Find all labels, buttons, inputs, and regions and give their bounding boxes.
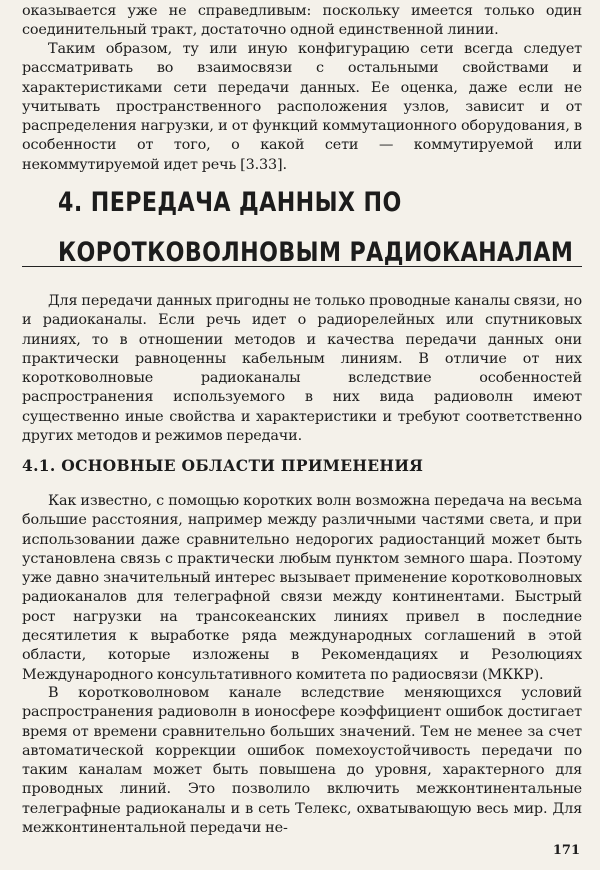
section-number: 4.1. — [22, 456, 56, 475]
chapter-title-line-2: КОРОТКОВОЛНОВЫМ РАДИОКАНАЛАМ — [58, 237, 574, 268]
section-title: ОСНОВНЫЕ ОБЛАСТИ ПРИМЕНЕНИЯ — [61, 456, 424, 475]
section-heading — [22, 456, 582, 476]
section-paragraph-2: В коротковолновом канале вследствие меняющихся условий распространения радиоволн в ионосфере коэффициент ошибок достигает время от времени сравнительно больших значений. Тем не менее за счет автоматической коррекции ошибок помехоустойчивость передачи по таким каналам может быть повышена до уровня, характерного для проводных линий. Это позволило включить межконтинентальные телеграфные радиоканалы и в сеть Телекс, охватывающую весь мир. Для межконтинентальной передачи не- — [22, 685, 582, 837]
page-number: 171 — [552, 843, 580, 858]
chapter-rule — [22, 266, 582, 267]
second-paragraph: Таким образом, ту или иную конфигурацию сети всегда следует рассматривать во взаимосвязи с остальными свойствами и характеристиками сети передачи данных. Ее оценка, даже если не учитывать пространственного расположения узлов, зависит и от распределения нагрузки, и от функций коммутационного оборудования, в особенности от того, о какой сети — коммутируемой или некоммутируемой идет речь [3.33]. — [22, 41, 582, 173]
section-paragraph-1: Как известно, с помощью коротких волн возможна передача на весьма большие расстояния, например между различными частями света, и при использовании даже сравнительно недорогих радиостанций может быть установлена связь с практически любым пунктом земного шара. Поэтому уже давно значительный интерес вызывает применение коротковолновых радиоканалов для телеграфной связи между континентами. Быстрый рост нагрузки на трансокеанских линиях привел в последние десятилетия к выработке ряда международных соглашений в этой области, которые изложены в Рекомендациях и Резолюциях Международного консультативного комитета по радиосвязи (МККР). — [22, 493, 582, 683]
intro-paragraph: Для передачи данных пригодны не только проводные каналы связи, но и радиоканалы. Если речь идет о радиорелейных или спутниковых линиях, то в отношении методов и качества передачи данных они практически равноценны кабельным линиям. В отличие от них коротковолновые радиоканалы вследствие особенностей распространения используемого в них вида радиоволн имеют существенно иные свойства и характеристики и требуют соответственно других методов и режимов передачи. — [22, 293, 582, 445]
top-paragraph: оказывается уже не справедливым: поскольку имеется только один соединительный тракт, достаточно одной единственной линии. — [22, 3, 582, 39]
chapter-title — [58, 178, 574, 278]
chapter-title-line-1: 4. ПЕРЕДАЧА ДАННЫХ ПО — [58, 187, 402, 218]
